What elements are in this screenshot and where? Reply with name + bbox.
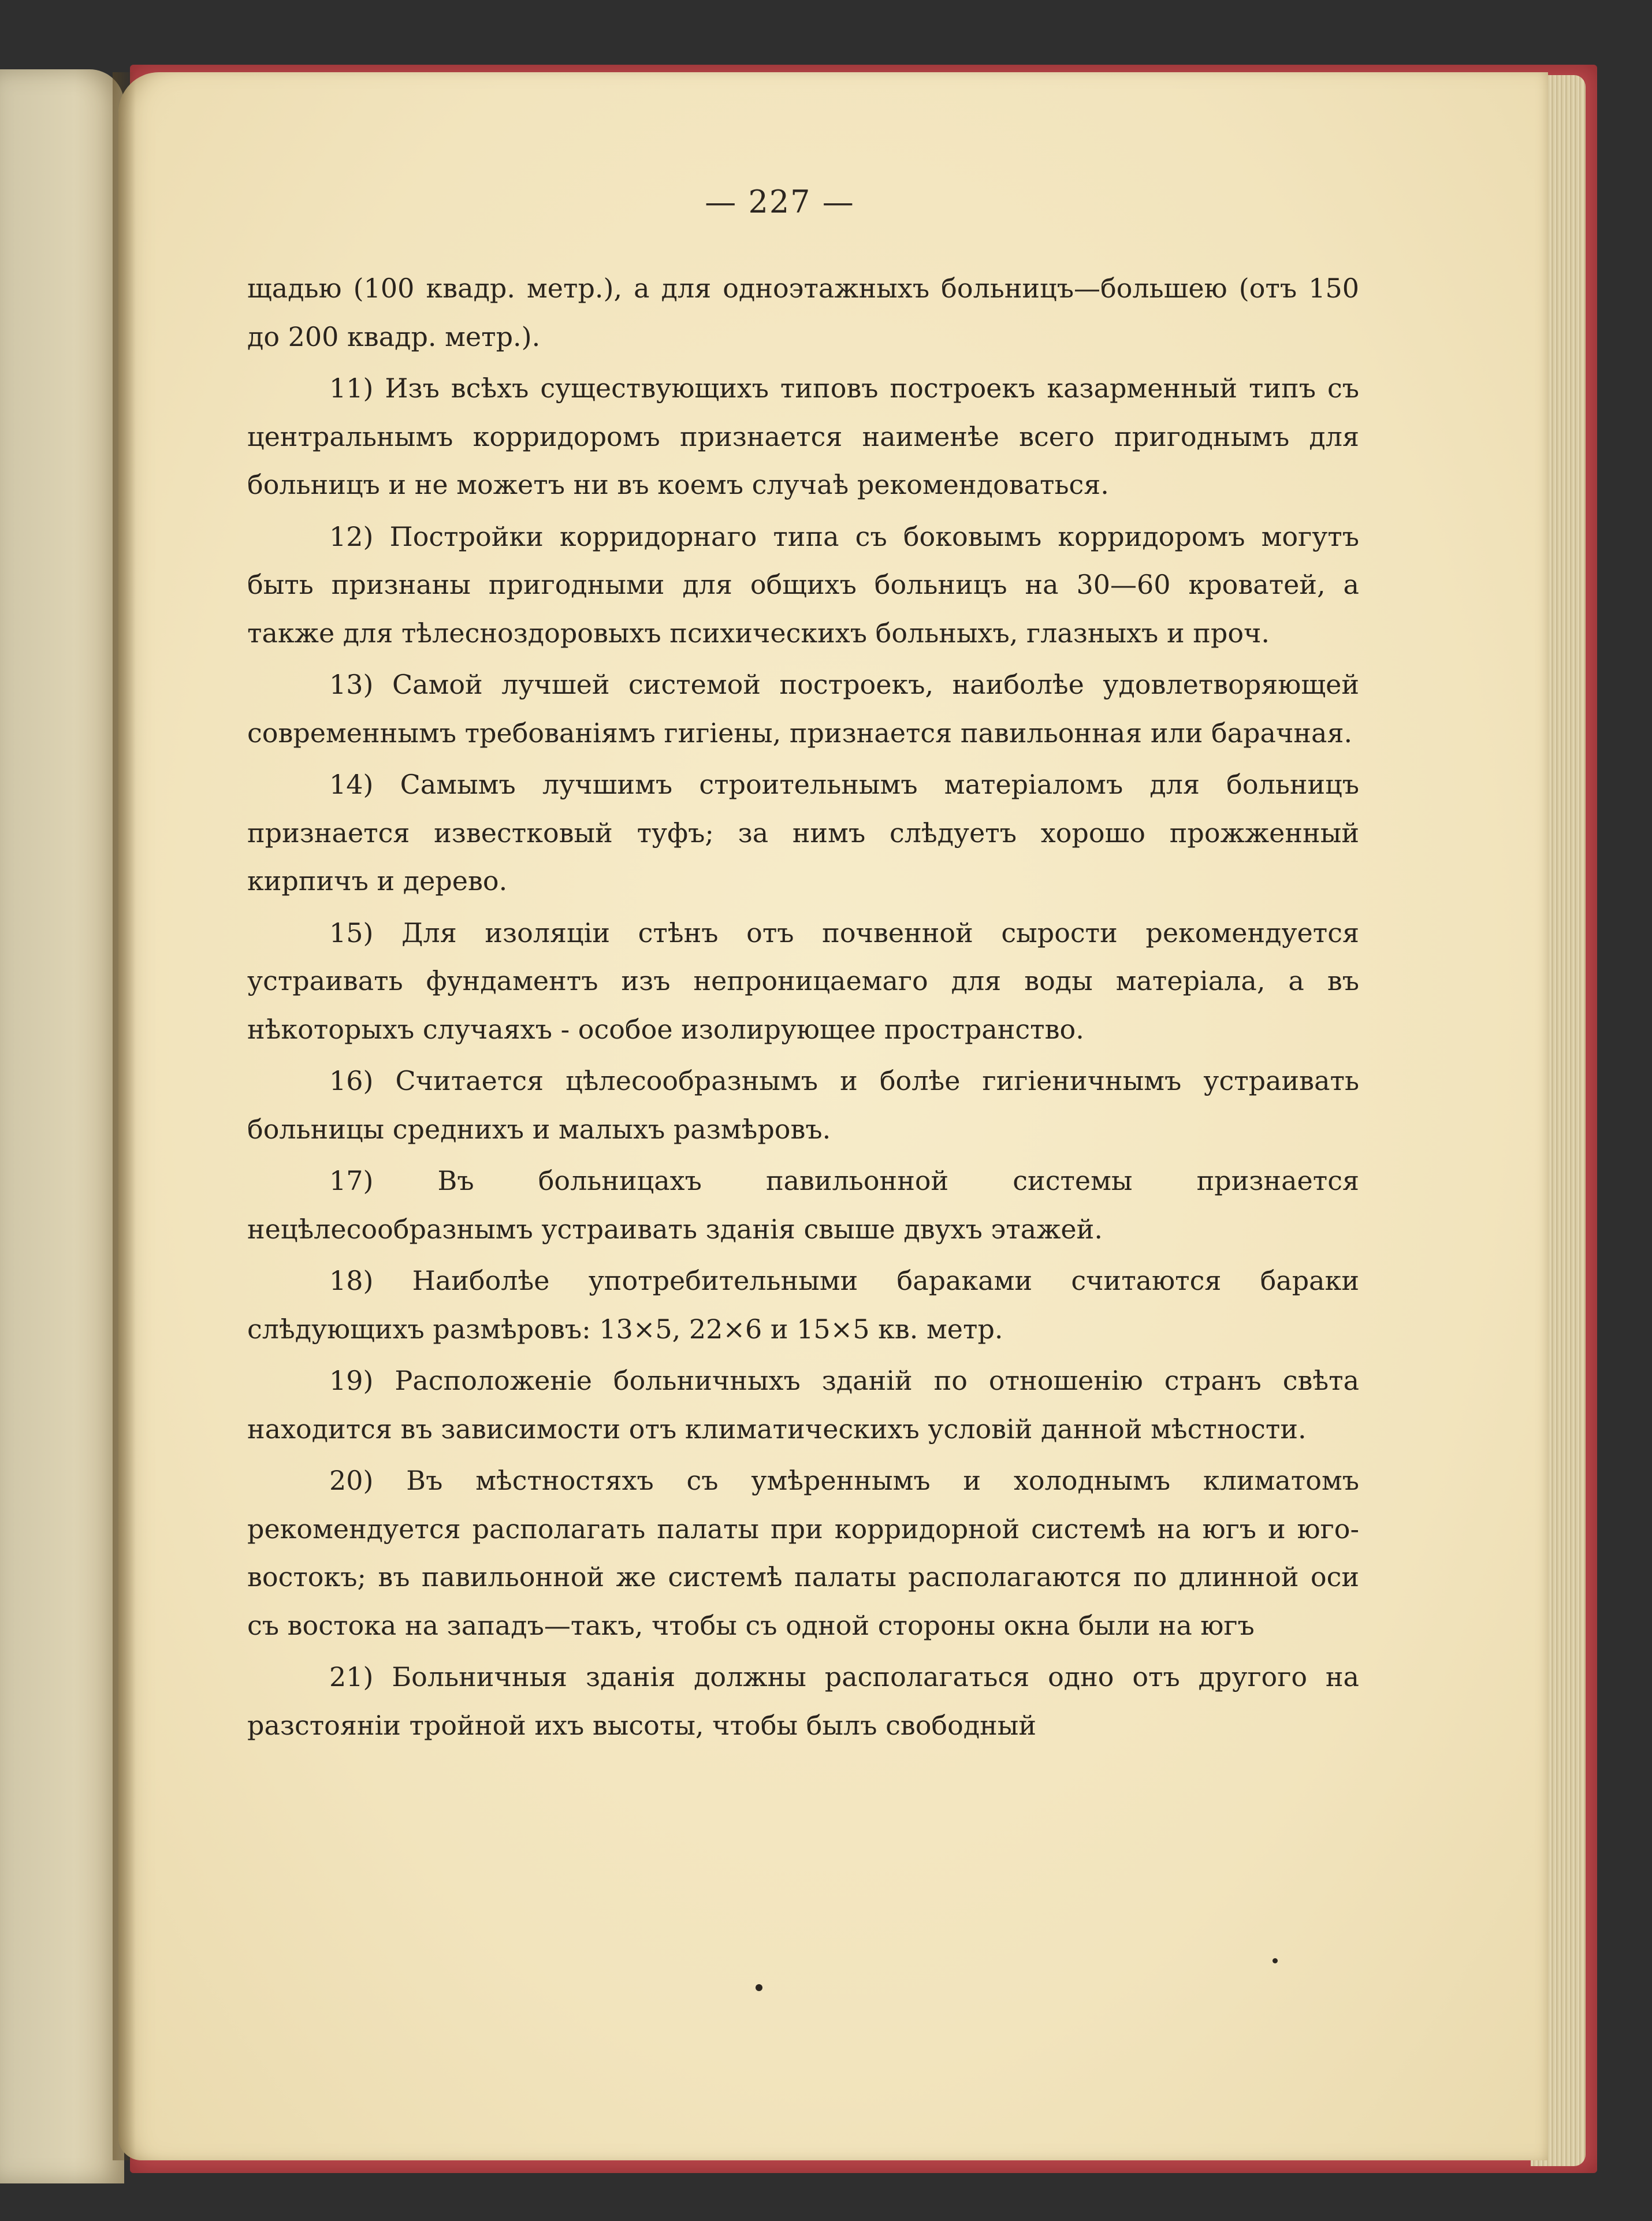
paragraph-20: 20) Въ мѣстностяхъ съ умѣреннымъ и холоднымъ климатомъ рекомендуется располагать палаты при корридорной системѣ на югъ и юго-востокъ; въ павильонной же системѣ палаты располагаются по длинной оси съ востока на западъ—такъ, чтобы съ одной стороны окна были на югъ (247, 1465, 1359, 1641)
paragraph-14: 14) Самымъ лучшимъ строительнымъ матеріаломъ для больницъ признается известковый туфъ; за нимъ слѣдуетъ хорошо прожженный кирпичъ и дерево. (247, 769, 1359, 896)
gutter-shadow (113, 72, 136, 2160)
paragraph-16: 16) Считается цѣлесообразнымъ и болѣе гигіеничнымъ устраивать больницы среднихъ и малыхъ размѣровъ. (247, 1065, 1359, 1145)
paragraph-continuation: щадью (100 квадр. метр.), а для одноэтажныхъ больницъ—большею (отъ 150 до 200 квадр. метр.). (247, 273, 1359, 352)
page-number: — 227 — (705, 184, 855, 220)
paragraph-15: 15) Для изоляціи стѣнъ отъ почвенной сырости рекомендуется устраивать фундаментъ изъ непроницаемаго для воды матеріала, а въ нѣкоторыхъ случаяхъ - особое изолирующее пространство. (247, 917, 1359, 1045)
paragraph-19: 19) Расположеніе больничныхъ зданій по отношенію странъ свѣта находится въ зависимости отъ климатическихъ условій данной мѣстности. (247, 1365, 1359, 1445)
paragraph-18: 18) Наиболѣе употребительными бараками считаются бараки слѣдующихъ размѣровъ: 13×5, 22×6 и 15×5 кв. метр. (247, 1265, 1359, 1345)
paragraph-21: 21) Больничныя зданія должны располагаться одно отъ другого на разстояніи тройной ихъ высоты, чтобы былъ свободный (247, 1661, 1359, 1741)
paragraph-13: 13) Самой лучшей системой построекъ, наиболѣе удовлетворяющей современнымъ требованіямъ гигiены, признается павильонная или барачная. (247, 669, 1359, 749)
ink-speck (756, 1984, 762, 1991)
facing-page (0, 69, 124, 2183)
ink-speck (1273, 1958, 1278, 1963)
page-text (247, 265, 1359, 1753)
paragraph-11: 11) Изъ всѣхъ существующихъ типовъ построекъ казарменный типъ съ центральнымъ корридоромъ признается наименѣе всего пригоднымъ для больницъ и не можетъ ни въ коемъ случаѣ рекомендоваться. (247, 373, 1359, 500)
paragraph-12: 12) Постройки корридорнаго типа съ боковымъ корридоромъ могутъ быть признаны пригодными для общихъ больницъ на 30—60 кроватей, а также для тѣлеснoздоровыхъ психическихъ больныхъ, глазныхъ и проч. (247, 520, 1359, 649)
paragraph-17: 17) Въ больницахъ павильонной системы признается нецѣлесообразнымъ устраивать зданія свыше двухъ этажей. (247, 1165, 1359, 1245)
